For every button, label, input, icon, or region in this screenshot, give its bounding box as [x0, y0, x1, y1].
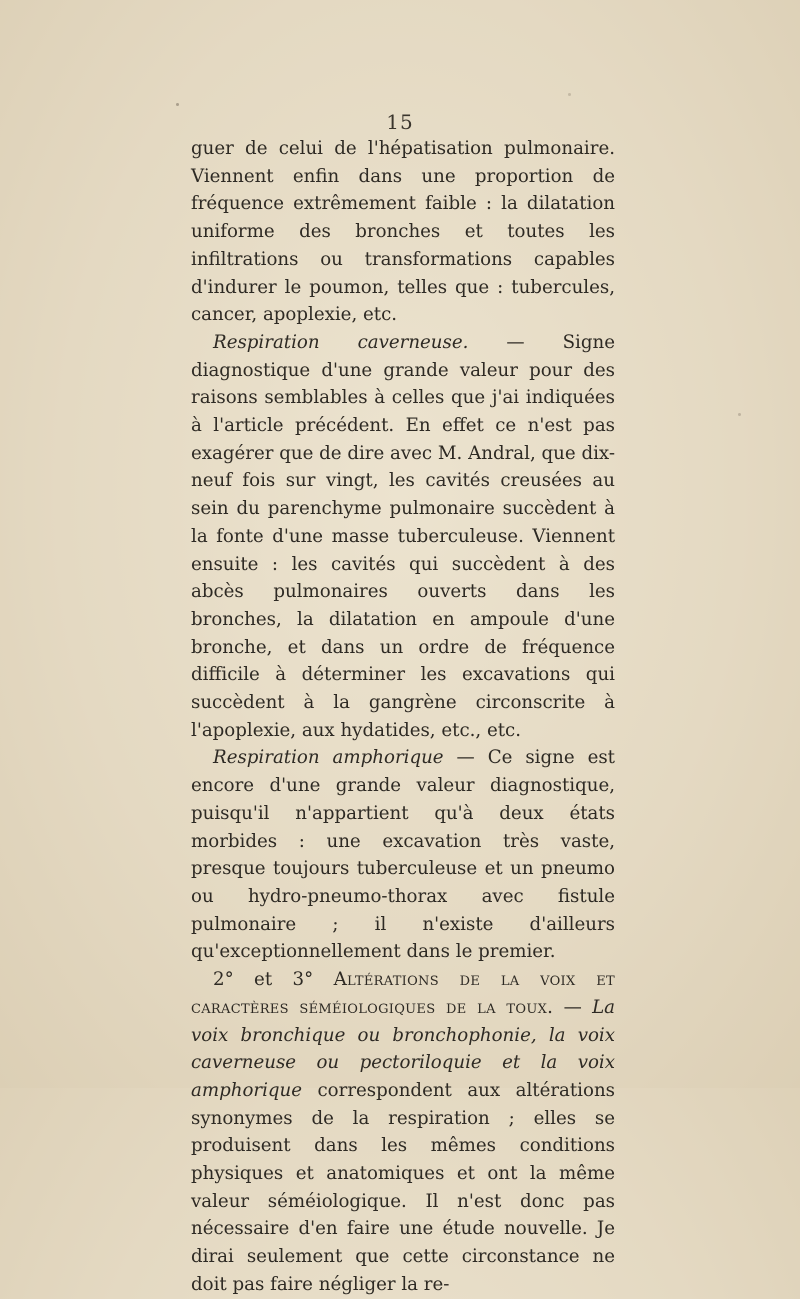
section-heading: Altérations de la voix et caractères séméiologiques de la toux. [191, 969, 615, 1018]
paragraph-4 [191, 966, 615, 1298]
page-speck [176, 103, 179, 106]
italic-terms: La voix bronchique ou bronchophonie, la voix caverneuse ou pectoriloquie et la voix amphorique [191, 996, 615, 1101]
paragraph-text: — Signe diagnostique d'une grande valeur pour des raisons semblables à celles que j'ai indiquées à l'article précédent. En effet ce n'est pas exagérer que de dire avec M. Andral, que dix-neuf fois sur vingt, les cavités creusées au sein du parenchyme pulmonaire succèdent à la fonte d'une masse tuberculeuse. Viennent ensuite : les cavités qui succèdent à des abcès pulmonaires ouverts dans les bronches, la dilatation en ampoule d'une bronche, et dans un ordre de fréquence difficile à déterminer les excavations qui succèdent à la gangrène circonscrite à l'apoplexie, aux hydatides, etc., etc. [191, 331, 615, 741]
body-text [191, 135, 615, 1299]
section-heading: Respiration caverneuse. [213, 331, 469, 353]
heading-dash: — [553, 996, 593, 1018]
paragraph-1 [191, 135, 615, 329]
paragraph-2 [191, 329, 615, 745]
page-number: 15 [386, 110, 414, 134]
paragraph-text: guer de celui de l'hépatisation pulmonaire. Viennent enfin dans une proportion de fréquence extrêmement faible : la dilatation uniforme des bronches et toutes les infiltrations ou transformations capables d'indurer le poumon, telles que : tubercules, cancer, apoplexie, etc. [191, 138, 615, 326]
paragraph-text: — Ce signe est encore d'une grande valeur diagnostique, puisqu'il n'appartient qu'à deux états morbides : une excavation très vaste, presque toujours tuberculeuse et un pneumo ou hydro-pneumo-thorax avec fistule pulmonaire ; il n'existe d'ailleurs qu'exceptionnellement dans le premier. [191, 747, 615, 963]
section-prefix: 2° et 3° [213, 969, 334, 991]
page-speck [738, 413, 741, 416]
paragraph-text: correspondent aux altérations synonymes de la respiration ; elles se produisent dans les mêmes conditions physiques et anatomiques et ont la même valeur séméiologique. Il n'est donc pas nécessaire d'en faire une étude nouvelle. Je dirai seulement que cette circonstance ne doit pas faire négliger la re- [191, 1079, 615, 1295]
paragraph-3 [191, 744, 615, 966]
section-heading: Respiration amphorique [213, 747, 444, 769]
page-speck [568, 93, 571, 96]
